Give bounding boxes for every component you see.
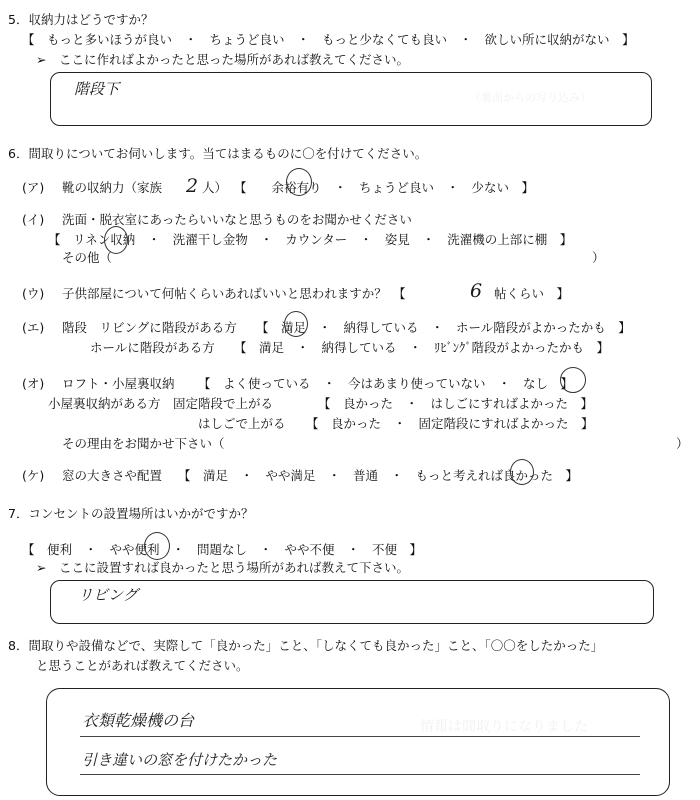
q6-e-circle [284, 311, 308, 337]
q6-i-other-close: ） [592, 250, 605, 265]
q8-rule-2 [80, 774, 640, 775]
q6-ke-options: 【 満足 ・ やや満足 ・ 普通 ・ もっと考えれば良かった 】 [178, 468, 579, 483]
q6-o-sub2-options: 【 良かった ・ 固定階段にすればよかった 】 [306, 416, 594, 431]
q7-circle [144, 532, 170, 560]
q6-o-sub1: 小屋裏収納がある方 固定階段で上がる [48, 396, 274, 411]
q6-a-count: 2 [186, 175, 199, 197]
q7-answer-box [50, 580, 654, 624]
q8-title2: と思うことがあれば教えてください。 [36, 658, 249, 673]
q6-i-other: その他（ [62, 250, 113, 265]
q5-options: 【 もっと多いほうが良い ・ ちょうど良い ・ もっと少なくても良い ・ 欲しい所に収納がない 】 [22, 32, 635, 47]
q5-answer-box [50, 72, 652, 126]
q6-u-unit: 帖くらい 】 [494, 286, 570, 301]
q6-e-options2: 【 満足 ・ 納得している ・ ﾘﾋﾞﾝｸﾞ階段がよかったかも 】 [234, 340, 610, 355]
q6-o-options: 【 よく使っている ・ 今はあまり使っていない ・ なし 】 [198, 376, 574, 391]
q6-e-label: (エ) [22, 320, 45, 335]
q6-u-text: 子供部屋について何帖くらいあればいいと思われますか？ 【 [62, 286, 406, 301]
q8-title: 8．間取りや設備などで、実際して「良かった」こと、「しなくても良かった」こと、「〇〇をしたかった」 [8, 638, 604, 653]
q7-sub: ➢ ここに設置すれば良かったと思う場所があれば教えて下さい。 [36, 560, 409, 575]
q6-o-text: ロフト・小屋裏収納 [62, 376, 175, 391]
q6-ke-circle [510, 459, 534, 485]
q6-o-reason-close: ） [676, 436, 689, 451]
q6-a-unit: 人） [202, 180, 228, 195]
q6-ke-label: (ケ) [22, 468, 45, 483]
q6-o-label: (オ) [22, 376, 45, 391]
q8-answer-box [46, 688, 670, 796]
q7-title: 7．コンセントの設置場所はいかがですか？ [8, 506, 254, 521]
q6-a-circle [286, 168, 312, 196]
q6-ke-text: 窓の大きさや配置 [62, 468, 163, 483]
q6-o-sub1-options: 【 良かった ・ はしごにすればよかった 】 [318, 396, 594, 411]
q6-i-label: (イ) [22, 212, 45, 227]
q6-a-options: 【 余裕有り ・ ちょうど良い ・ 少ない 】 [234, 180, 535, 195]
q5-title: 5．収納力はどうですか？ [8, 12, 154, 27]
q5-answer: 階段下 [74, 80, 120, 98]
q6-o-reason: その理由をお聞かせ下さい（ [62, 436, 225, 451]
q6-u-answer: 6 [470, 280, 483, 302]
q6-a-text: 靴の収納力（家族 [62, 180, 163, 195]
q6-o-circle [560, 367, 586, 393]
q5-sub: ➢ ここに作ればよかったと思った場所があれば教えてください。 [36, 52, 409, 67]
q6-i-text: 洗面・脱衣室にあったらいいなと思うものをお聞かせください [62, 212, 412, 227]
q8-answer-1: 衣類乾燥機の台 [82, 711, 195, 730]
q6-u-label: (ウ) [22, 286, 45, 301]
q8-answer-2: 引き違いの窓を付けたかった [82, 751, 278, 769]
bleed-text-1: （裏面からの写り込み） [470, 91, 591, 104]
q6-i-options: 【 リネン収納 ・ 洗濯干し金物 ・ カウンター ・ 姿見 ・ 洗濯機の上部に棚 】 [48, 232, 573, 247]
bleed-text-2: 情報は間取りになりました [420, 719, 588, 735]
q6-e-text: 階段 リビングに階段がある方 [62, 320, 237, 335]
q7-options: 【 便利 ・ やや便利 ・ 問題なし ・ やや不便 ・ 不便 】 [22, 542, 423, 557]
q6-o-sub2: はしごで上がる [198, 416, 286, 431]
q7-answer: リビング [78, 586, 138, 604]
q6-e-options: 【 満足 ・ 納得している ・ ホール階段がよかったかも 】 [256, 320, 631, 335]
q8-rule-1 [80, 736, 640, 737]
q6-a-label: (ア) [22, 180, 45, 195]
q6-e-text2: ホールに階段がある方 [90, 340, 215, 355]
q6-title: 6．間取りについてお伺いします。当てはまるものに〇を付けてください。 [8, 146, 428, 161]
